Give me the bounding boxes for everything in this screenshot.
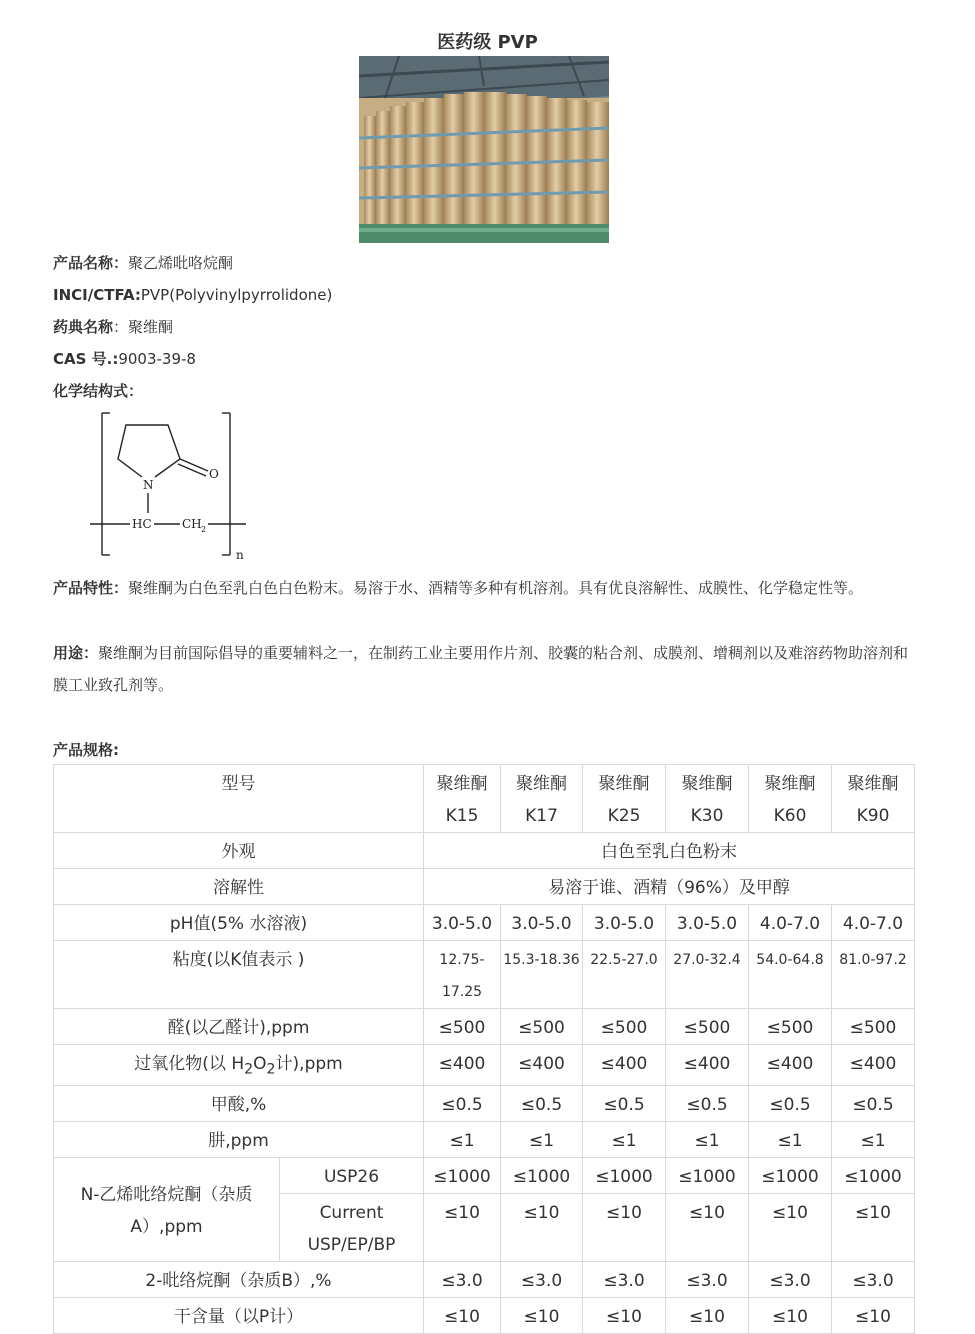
cell: ≤10 [666,1194,749,1262]
cell: ≤0.5 [749,1086,832,1122]
cell: ≤1 [424,1122,501,1158]
cell: ≤1000 [424,1158,501,1194]
field-pharmacopoeia-name: 药典名称：聚维酮 [53,318,174,336]
cell: 4.0-7.0 [832,905,915,941]
cell: ≤10 [666,1298,749,1334]
sub-label-usp26: USP26 [280,1158,424,1194]
cell: 54.0-64.8 [749,941,832,1009]
cell: ≤0.5 [832,1086,915,1122]
cell: ≤0.5 [583,1086,666,1122]
cell: ≤10 [583,1298,666,1334]
cell: ≤1 [583,1122,666,1158]
spec-table [53,764,915,1334]
cell: ≤1 [666,1122,749,1158]
table-row-aldehyde [54,1009,915,1045]
cell: ≤500 [666,1009,749,1045]
cell: ≤500 [832,1009,915,1045]
row-value: 白色至乳白色粉末 [424,833,915,869]
field-product-name: 产品名称：聚乙烯吡咯烷酮 [53,254,234,272]
cell: ≤10 [424,1298,501,1334]
cell: ≤1 [832,1122,915,1158]
cell: ≤10 [583,1194,666,1262]
cell: ≤400 [424,1045,501,1086]
cell: ≤10 [424,1194,501,1262]
cell: ≤400 [583,1045,666,1086]
cell: 3.0-5.0 [583,905,666,941]
row-label: 2-吡络烷酮（杂质B）,% [54,1262,424,1298]
group-ch2: CH [182,517,202,531]
cell: ≤1000 [666,1158,749,1194]
table-row-formic-acid [54,1086,915,1122]
cell: ≤400 [832,1045,915,1086]
product-fields [53,247,923,407]
row-label-nvp: N-乙烯吡络烷酮（杂质A）,ppm [54,1158,280,1262]
cell: ≤400 [501,1045,583,1086]
field-structure-heading: 化学结构式： [53,382,144,400]
table-row-viscosity [54,941,915,1009]
table-row-hydrazine [54,1122,915,1158]
cell: ≤3.0 [424,1262,501,1298]
model-k25: 聚维酮 K25 [583,765,666,833]
cell: ≤10 [749,1194,832,1262]
table-row-nvp-usp26 [54,1158,915,1194]
row-label: 醛(以乙醛计),ppm [54,1009,424,1045]
atom-o: O [209,467,219,481]
row-label: 干含量（以P计） [54,1298,424,1334]
cell: ≤1000 [749,1158,832,1194]
model-k15: 聚维酮 K15 [424,765,501,833]
cell: ≤400 [666,1045,749,1086]
row-value: 易溶于谁、酒精（96%）及甲醇 [424,869,915,905]
product-properties: 产品特性：聚维酮为白色至乳白色白色粉末。易溶于水、酒精等多种有机溶剂。具有优良溶解性、成膜性、化学稳定性等。 [53,579,864,597]
cell: ≤1000 [501,1158,583,1194]
cell: ≤500 [583,1009,666,1045]
cell: ≤3.0 [501,1262,583,1298]
cell: 4.0-7.0 [749,905,832,941]
row-label: 过氧化物(以 $H_2O_2$计),ppm [54,1045,424,1086]
row-label: 外观 [54,833,424,869]
table-row-pyrrolidone [54,1262,915,1298]
atom-n: N [143,478,154,492]
cell: 3.0-5.0 [666,905,749,941]
cell: ≤1000 [832,1158,915,1194]
cell: ≤1 [749,1122,832,1158]
cell: ≤500 [749,1009,832,1045]
table-row-model [54,765,915,833]
model-k60: 聚维酮 K60 [749,765,832,833]
cell: 81.0-97.2 [832,941,915,1009]
cell: ≤10 [501,1194,583,1262]
product-usage: 用途：聚维酮为目前国际倡导的重要辅料之一，在制药工业主要用作片剂、胶囊的粘合剂、成膜剂、增稠剂以及难溶药物助溶剂和膜工业致孔剂等。 [53,644,909,694]
cell: ≤3.0 [666,1262,749,1298]
cell: ≤500 [424,1009,501,1045]
cell: ≤0.5 [666,1086,749,1122]
cell: ≤10 [832,1298,915,1334]
cell: ≤3.0 [583,1262,666,1298]
cell: ≤10 [749,1298,832,1334]
cell: ≤1 [501,1122,583,1158]
cell: ≤1000 [583,1158,666,1194]
cell: 15.3-18.36 [501,941,583,1009]
row-label: 肼,ppm [54,1122,424,1158]
subscript-n: n [236,548,244,562]
cell: 22.5-27.0 [583,941,666,1009]
cell: ≤3.0 [749,1262,832,1298]
warehouse-drums-photo [359,56,609,243]
table-row-water [54,1298,915,1334]
table-row-peroxide [54,1045,915,1086]
group-hc: HC [132,517,152,531]
cell: 3.0-5.0 [501,905,583,941]
cell: ≤0.5 [501,1086,583,1122]
page-title: 医药级 PVP [437,32,538,53]
cell: 27.0-32.4 [666,941,749,1009]
cell: ≤3.0 [832,1262,915,1298]
cell: ≤10 [501,1298,583,1334]
cell: 12.75-17.25 [424,941,501,1009]
row-label: 溶解性 [54,869,424,905]
table-row-appearance [54,833,915,869]
table-row-solubility [54,869,915,905]
field-inci: INCI/CTFA:PVP(Polyvinylpyrrolidone) [53,286,333,304]
model-k30: 聚维酮 K30 [666,765,749,833]
subscript-2: 2 [201,525,207,534]
spec-heading: 产品规格: [53,741,119,759]
cell: ≤500 [501,1009,583,1045]
cell: 3.0-5.0 [424,905,501,941]
chemical-structure-diagram [88,407,258,565]
header-model-label: 型号 [54,765,424,833]
cell: ≤10 [832,1194,915,1262]
model-k90: 聚维酮 K90 [832,765,915,833]
field-cas: CAS 号.:9003-39-8 [53,350,196,368]
row-label: 甲酸,% [54,1086,424,1122]
sub-label-current: Current USP/EP/BP [280,1194,424,1262]
row-label: pH值(5% 水溶液) [54,905,424,941]
row-label: 粘度(以K值表示 ) [54,941,424,1009]
model-k17: 聚维酮 K17 [501,765,583,833]
table-row-ph [54,905,915,941]
cell: ≤400 [749,1045,832,1086]
cell: ≤0.5 [424,1086,501,1122]
